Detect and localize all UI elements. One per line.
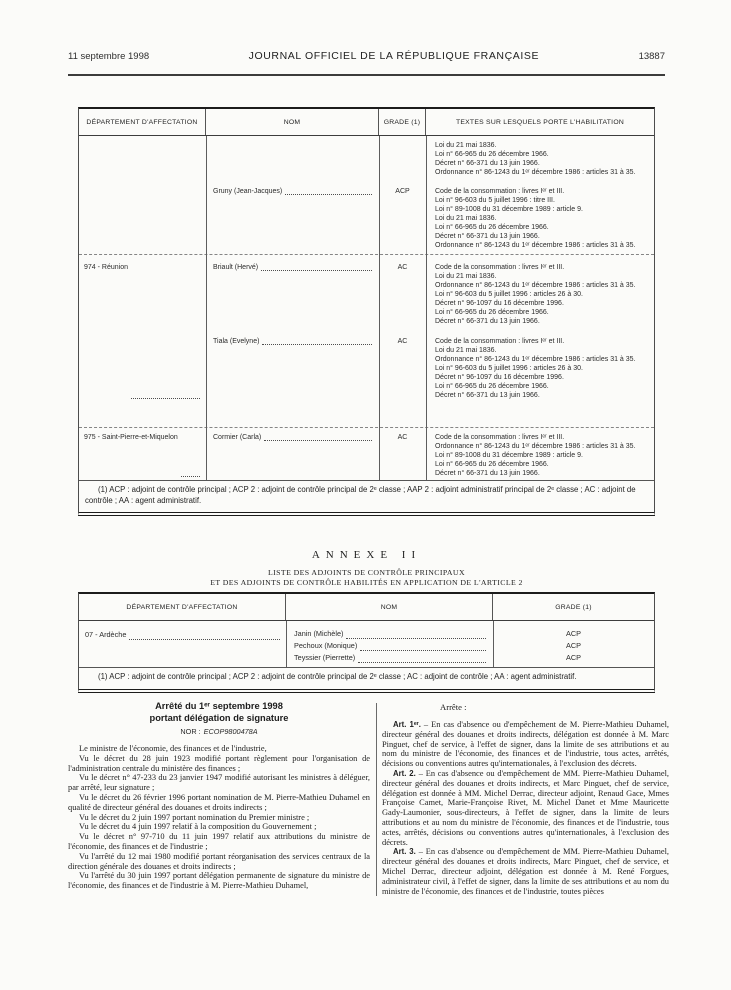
agent-row [286, 652, 654, 664]
textes-cell [426, 433, 654, 478]
table-row [79, 628, 654, 664]
habilitation-entry [206, 141, 654, 177]
habilitation-entry [206, 433, 654, 478]
article-label: Art. 3. [393, 847, 416, 857]
texte-line: Ordonnance n° 86-1243 du 1ᵉʳ décembre 1986 : articles 31 à 35. [435, 169, 636, 176]
annexe-subtitle [68, 568, 665, 588]
grade-cell: AC [397, 264, 408, 271]
texte-line: Loi du 21 mai 1836. [435, 215, 497, 222]
dotted-leader [358, 662, 486, 663]
agent-name: Tiala (Evelyne) [213, 338, 260, 345]
article-text: – En cas d'absence ou d'empêchement de MM. Pierre-Mathieu Duhamel, directeur général des douanes et droits indirects, et Marc Pinguet, chef de service, délégation est donnée à MM. Michel Derrac, directeur adjoint, Renaud Gace, Mmes Françoise Camet, Marie-Françoise Rivet, M. Michel Danet et Mme Mauricette Gady-Laumonier, sous-directeurs, à l'effet de signer, dans la limite de leurs attributions et au nom du ministre de l'économie, des finances et de l'industrie, tous actes, arrêtés, décisions ou conventions autres qu'internationales, à l'exclusion des décrets. [382, 768, 669, 847]
table-row [79, 136, 654, 254]
annexe2-table [78, 592, 655, 693]
arrete-heading-line2: portant délégation de signature [149, 712, 289, 723]
grade-cell: AC [397, 434, 408, 441]
dotted-leader [262, 344, 372, 345]
grade-cell: ACP [565, 653, 581, 662]
departement-cell [79, 263, 206, 400]
texte-line: Décret n° 66-371 du 13 juin 1966. [435, 160, 540, 167]
texte-line: Ordonnance n° 86-1243 du 1ᵉʳ décembre 1986 : articles 31 à 35. [435, 242, 636, 249]
agent-row [286, 640, 654, 652]
agent-name: Teyssier (Pierrette) [294, 653, 356, 662]
table1-footnote [79, 480, 654, 512]
nor-reference [68, 727, 370, 736]
departement-cell [79, 628, 286, 641]
texte-line: Décret n° 66-371 du 13 juin 1966. [435, 318, 540, 325]
agent-row [286, 628, 654, 640]
dotted-leader [264, 440, 372, 441]
left-column [68, 701, 370, 896]
texte-line: Loi du 21 mai 1836. [435, 347, 497, 354]
texte-line: Loi n° 96-603 du 5 juillet 1996 : articles 26 à 30. [435, 291, 583, 298]
nom-cell [206, 263, 379, 272]
dotted-leader [346, 638, 486, 639]
texte-line: Décret n° 66-371 du 13 juin 1966. [435, 470, 540, 477]
page-number: 13887 [638, 51, 665, 62]
nom-cell [206, 433, 379, 442]
column-header-nom: NOM [206, 109, 379, 135]
dotted-leader [181, 476, 200, 477]
texte-line: Loi du 21 mai 1836. [435, 273, 497, 280]
texte-line: Loi n° 66-965 du 26 décembre 1966. [435, 383, 549, 390]
textes-cell [426, 187, 654, 250]
column-rule [493, 621, 494, 667]
texte-line: Loi n° 96-603 du 5 juillet 1996 : titre III. [435, 197, 555, 204]
texte-line: Code de la consommation : livres Iᵉʳ et III. [435, 188, 565, 195]
page-header [68, 50, 665, 62]
column-header-departement: DÉPARTEMENT D'AFFECTATION [79, 594, 286, 620]
texte-line: Décret n° 96-1097 du 16 décembre 1996. [435, 374, 564, 381]
entries [206, 141, 654, 250]
texte-line: Ordonnance n° 86-1243 du 1ᵉʳ décembre 1986 : articles 31 à 35. [435, 356, 636, 363]
recital-paragraph: Vu l'arrêté du 12 mai 1980 modifié portant réorganisation des services centraux de la direction générale des douanes et droits indirects ; [68, 851, 370, 871]
habilitation-entry [206, 337, 654, 400]
nom-cell [286, 640, 493, 652]
column-rule [379, 136, 380, 480]
habilitation-entry [206, 263, 654, 326]
texte-line: Décret n° 66-371 du 13 juin 1966. [435, 233, 540, 240]
texte-line: Décret n° 96-1097 du 16 décembre 1996. [435, 300, 564, 307]
texte-line: Ordonnance n° 86-1243 du 1ᵉʳ décembre 1986 : articles 31 à 35. [435, 282, 636, 289]
journal-title: JOURNAL OFFICIEL DE LA RÉPUBLIQUE FRANÇAISE [248, 50, 540, 62]
texte-line: Code de la consommation : livres Iᵉʳ et III. [435, 338, 565, 345]
recital-paragraph: Vu l'arrêté du 30 juin 1997 portant délégation permanente de signature du ministre de l'économie, des finances et de l'industrie à M. Pierre-Mathieu Duhamel, [68, 871, 370, 891]
agent-name: Janin (Michèle) [294, 629, 344, 638]
arrete-heading [68, 701, 370, 724]
nom-cell [286, 652, 493, 664]
annexe-subtitle-line1: LISTE DES ADJOINTS DE CONTRÔLE PRINCIPAUX [268, 568, 465, 577]
article-text: – En cas d'absence ou d'empêchement de M. Pierre-Mathieu Duhamel, directeur général des douanes et droits indirects, délégation est donnée à M. Marc Pinguet, chef de service, à l'effet de signer, dans la limite de ses attributions et au nom du ministre de l'économie, des finances et de l'industrie, tous actes, arrêtés, décisions ou conventions autres qu'internationales, à l'exclusion des décrets. [382, 720, 669, 769]
recital-paragraph: Vu le décret du 2 juin 1997 portant nomination du Premier ministre ; [79, 812, 310, 822]
dotted-leader [285, 194, 372, 195]
arrete-section [68, 701, 669, 896]
texte-line: Loi n° 89-1008 du 31 décembre 1989 : article 9. [435, 206, 583, 213]
column-header-textes: TEXTES SUR LESQUELS PORTE L'HABILITATION [455, 118, 625, 126]
entries [286, 628, 654, 664]
column-header-grade: GRADE (1) [379, 109, 426, 135]
texte-line: Loi n° 66-965 du 26 décembre 1966. [435, 151, 549, 158]
grade-cell: ACP [565, 629, 581, 638]
departement-name: 07 - Ardèche [85, 630, 127, 639]
texte-line: Code de la consommation : livres Iᵉʳ et III. [435, 434, 565, 441]
entries [206, 433, 654, 478]
nom-cell [206, 187, 379, 196]
journal-date: 11 septembre 1998 [68, 51, 150, 62]
habilitation-entry [206, 187, 654, 250]
habilitation-table [78, 107, 655, 516]
texte-line: Loi n° 96-603 du 5 juillet 1996 : articles 26 à 30. [435, 365, 583, 372]
table-row [79, 427, 654, 480]
agent-name: Briault (Hervé) [213, 264, 259, 271]
dotted-leader [129, 639, 280, 640]
article-paragraph [382, 847, 669, 896]
texte-line: Loi n° 66-965 du 26 décembre 1966. [435, 461, 549, 468]
column-rule [426, 136, 427, 480]
texte-line: Code de la consommation : livres Iᵉʳ et III. [435, 264, 565, 271]
footnote-text: (1) ACP : adjoint de contrôle principal ; ACP 2 : adjoint de contrôle principal de 2ᵉ classe ; AAP 2 : adjoint administratif principal de 2ᵉ classe ; AC : adjoint de contrôle ; AA : agent administratif. [85, 485, 636, 505]
recital-paragraph: Vu le décret du 4 juin 1997 relatif à la composition du Gouvernement ; [79, 822, 317, 832]
column-rule [206, 136, 207, 480]
grade-cell: ACP [395, 188, 410, 195]
column-header-nom: NOM [286, 594, 493, 620]
grade-cell: AC [397, 338, 408, 345]
column-header-grade: GRADE (1) [555, 603, 592, 611]
article-paragraph [382, 769, 669, 847]
article-label: Art. 2. [393, 768, 416, 778]
nor-value: ECOP9800478A [203, 727, 258, 736]
table1-header-row [79, 109, 654, 136]
nor-label: NOR : [180, 727, 201, 736]
article-label: Art. 1ᵉʳ. [393, 720, 421, 729]
nom-cell [206, 337, 379, 346]
column-header-departement: DÉPARTEMENT D'AFFECTATION [79, 109, 206, 135]
entries [206, 263, 654, 400]
recital-paragraph: Vu le décret du 26 février 1996 portant nomination de M. Pierre-Mathieu Duhamel en qualité de directeur général des douanes et droits indirects ; [68, 792, 370, 812]
annexe-title: ANNEXE II [311, 549, 422, 561]
texte-line: Loi n° 66-965 du 26 décembre 1966. [435, 309, 549, 316]
recital-paragraph: Vu le décret du 28 juin 1923 modifié portant règlement pour l'organisation de l'administration centrale du ministère des finances ; [68, 753, 370, 773]
right-column [382, 701, 669, 896]
agent-name: Gruny (Jean-Jacques) [213, 188, 283, 195]
departement-cell [79, 433, 206, 478]
table1-body [79, 136, 654, 480]
grade-cell: ACP [565, 641, 581, 650]
texte-line: Loi du 21 mai 1836. [435, 142, 497, 149]
recitals [68, 744, 370, 891]
arrete-intro: Arrête : [440, 702, 467, 712]
texte-line: Loi n° 66-965 du 26 décembre 1966. [435, 224, 549, 231]
textes-cell [426, 337, 654, 400]
recital-paragraph: Vu le décret n° 97-710 du 11 juin 1997 relatif aux attributions du ministre de l'économie, des finances et de l'industrie ; [68, 832, 370, 851]
article-paragraph [382, 720, 669, 769]
departement-name: 975 - Saint-Pierre-et-Miquelon [84, 434, 178, 441]
textes-cell [426, 263, 654, 326]
table2-header-row [79, 594, 654, 621]
header-rule [68, 74, 665, 76]
annexe-section [68, 549, 665, 588]
texte-line: Ordonnance n° 86-1243 du 1ᵉʳ décembre 1986 : articles 31 à 35. [435, 443, 636, 450]
table2-footnote [79, 667, 654, 689]
recital-paragraph: Vu le décret n° 47-233 du 23 janvier 1947 modifié autorisant les ministres à déléguer, par arrêté, leur signature ; [68, 773, 370, 793]
nom-cell [286, 628, 493, 640]
annexe-subtitle-line2: ET DES ADJOINTS DE CONTRÔLE HABILITÉS EN APPLICATION DE L'ARTICLE 2 [210, 578, 523, 587]
arrete-heading-line1: Arrêté du 1ᵉʳ septembre 1998 [155, 701, 283, 711]
texte-line: Décret n° 66-371 du 13 juin 1966. [435, 392, 540, 399]
dotted-leader [131, 398, 200, 399]
agent-name: Cormier (Carla) [213, 434, 262, 441]
textes-cell [426, 141, 654, 177]
dotted-leader [261, 270, 372, 271]
articles [382, 720, 669, 896]
departement-name: 974 - Réunion [84, 264, 128, 271]
agent-name: Pechoux (Monique) [294, 641, 358, 650]
dotted-leader [360, 650, 486, 651]
column-rule [286, 621, 287, 667]
footnote-text: (1) ACP : adjoint de contrôle principal ; ACP 2 : adjoint de contrôle principal de 2ᵉ classe ; AC : adjoint de contrôle ; AA : agent administratif. [98, 672, 577, 681]
texte-line: Loi n° 89-1008 du 31 décembre 1989 : article 9. [435, 452, 583, 459]
table2-body [79, 621, 654, 667]
article-text: – En cas d'absence ou d'empêchement de MM. Pierre-Mathieu Duhamel, directeur général des douanes et droits indirects, Marc Pinguet, chef de service, et Michel Derrac, directeur adjoint, délégation est donnée à M. René Forgues, administrateur civil, à l'effet de signer, dans la limite de ses attributions et au nom du ministre de l'économie, des finances et de l'industrie, toutes pièces [382, 847, 669, 896]
departement-cell [79, 141, 206, 250]
recital-paragraph: Le ministre de l'économie, des finances et de l'industrie, [79, 744, 267, 753]
table-row [79, 254, 654, 427]
column-divider [376, 703, 377, 896]
